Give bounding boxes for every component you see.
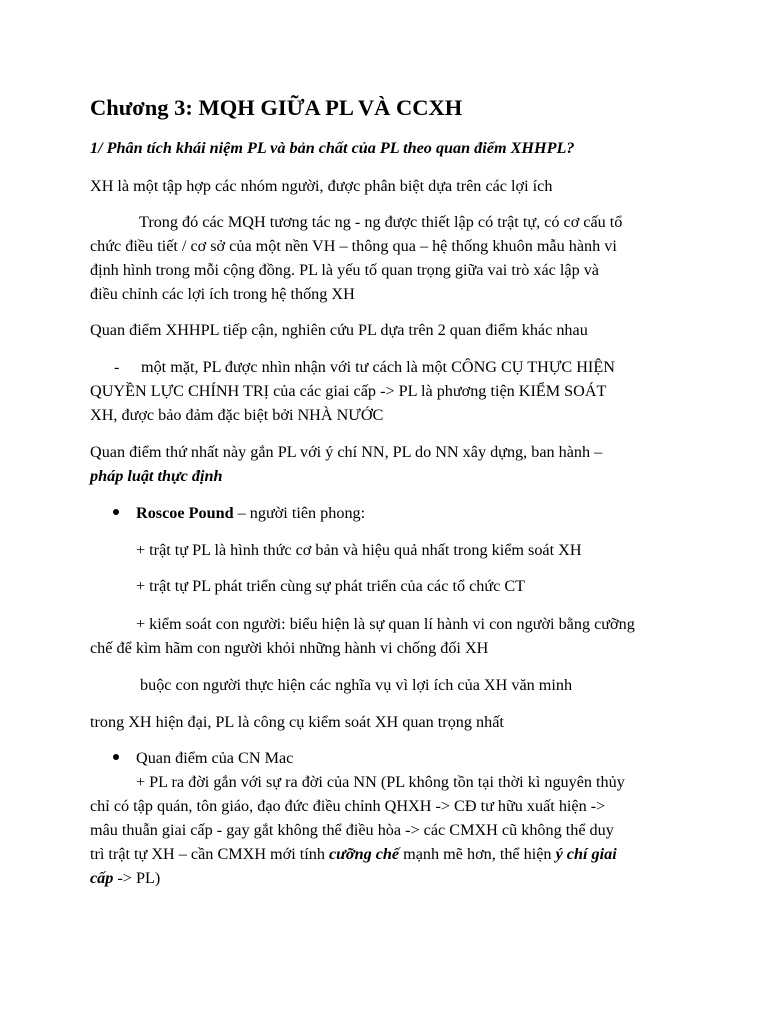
question-heading: 1/ Phân tích khái niệm PL và bản chất của PL theo quan điểm XHHPL? [90, 139, 575, 157]
person-name: Roscoe Pound [136, 504, 234, 522]
paragraph-line: định hình trong mỗi cộng đồng. PL là yếu tố quan trọng giữa vai trò xác lập và [90, 261, 599, 279]
text-run: trì trật tự XH – cần CMXH mới tính [90, 845, 329, 863]
sub-point [90, 842, 617, 866]
paragraph-line: trong XH hiện đại, PL là công cụ kiểm soát XH quan trọng nhất [90, 713, 504, 731]
bullet-icon [113, 509, 119, 515]
emphasis-term: cấp [90, 869, 114, 887]
sub-point: + PL ra đời gắn với sự ra đời của NN (PL không tồn tại thời kì nguyên thủy [136, 773, 625, 791]
paragraph-line: Quan điểm thứ nhất này gắn PL với ý chí NN, PL do NN xây dựng, ban hành – [90, 443, 603, 461]
paragraph-line: chức điều tiết / cơ sở của một nền VH – thông qua – hệ thống khuôn mẫu hành vi [90, 237, 617, 255]
paragraph-intro: XH là một tập hợp các nhóm người, được phân biệt dựa trên các lợi ích [90, 177, 553, 195]
bullet-icon [113, 754, 119, 760]
sub-point [90, 866, 160, 890]
sub-point: + trật tự PL phát triển cùng sự phát triển của các tổ chức CT [136, 577, 526, 595]
emphasis-term: pháp luật thực định [90, 467, 223, 485]
text-run: mạnh mẽ hơn, thể hiện [399, 845, 556, 863]
sub-point: mâu thuẫn giai cấp - gay gắt không thể điều hòa -> các CMXH cũ không thể duy [90, 821, 614, 839]
bullet-item-mac: Quan điểm của CN Mac [136, 749, 294, 767]
bullet-item-roscoe [136, 501, 365, 525]
dash-marker: - [114, 358, 120, 376]
text-run: -> PL) [113, 869, 161, 887]
dash-item-line: QUYỀN LỰC CHÍNH TRỊ của các giai cấp -> PL là phương tiện KIỂM SOÁT [90, 382, 607, 400]
sub-point: + trật tự PL là hình thức cơ bản và hiệu quả nhất trong kiểm soát XH [136, 541, 582, 559]
paragraph-approach: Quan điểm XHHPL tiếp cận, nghiên cứu PL dựa trên 2 quan điểm khác nhau [90, 321, 588, 339]
sub-point: chế để kìm hãm con người khỏi những hành vi chống đối XH [90, 639, 489, 657]
emphasis-term: cưỡng chế [329, 845, 400, 863]
paragraph-line: buộc con người thực hiện các nghĩa vụ vì lợi ích của XH văn minh [140, 676, 573, 694]
sub-point: chỉ có tập quán, tôn giáo, đạo đức điều chỉnh QHXH -> CĐ tư hữu xuất hiện -> [90, 797, 606, 815]
dash-item-line: một mặt, PL được nhìn nhận với tư cách là một CÔNG CỤ THỰC HIỆN [141, 358, 615, 376]
paragraph-line: điều chỉnh các lợi ích trong hệ thống XH [90, 285, 355, 303]
sub-point: + kiểm soát con người: biểu hiện là sự quan lí hành vi con người bằng cưỡng [136, 615, 635, 633]
chapter-title: Chương 3: MQH GIỮA PL VÀ CCXH [90, 95, 463, 120]
paragraph-line: Trong đó các MQH tương tác ng - ng được thiết lập có trật tự, có cơ cấu tổ [139, 213, 623, 231]
bullet-item-text: – người tiên phong: [233, 504, 366, 522]
emphasis-term: ý chí giai [555, 845, 617, 863]
dash-item-line: XH, được bảo đảm đặc biệt bởi NHÀ NƯỚC [90, 406, 384, 424]
